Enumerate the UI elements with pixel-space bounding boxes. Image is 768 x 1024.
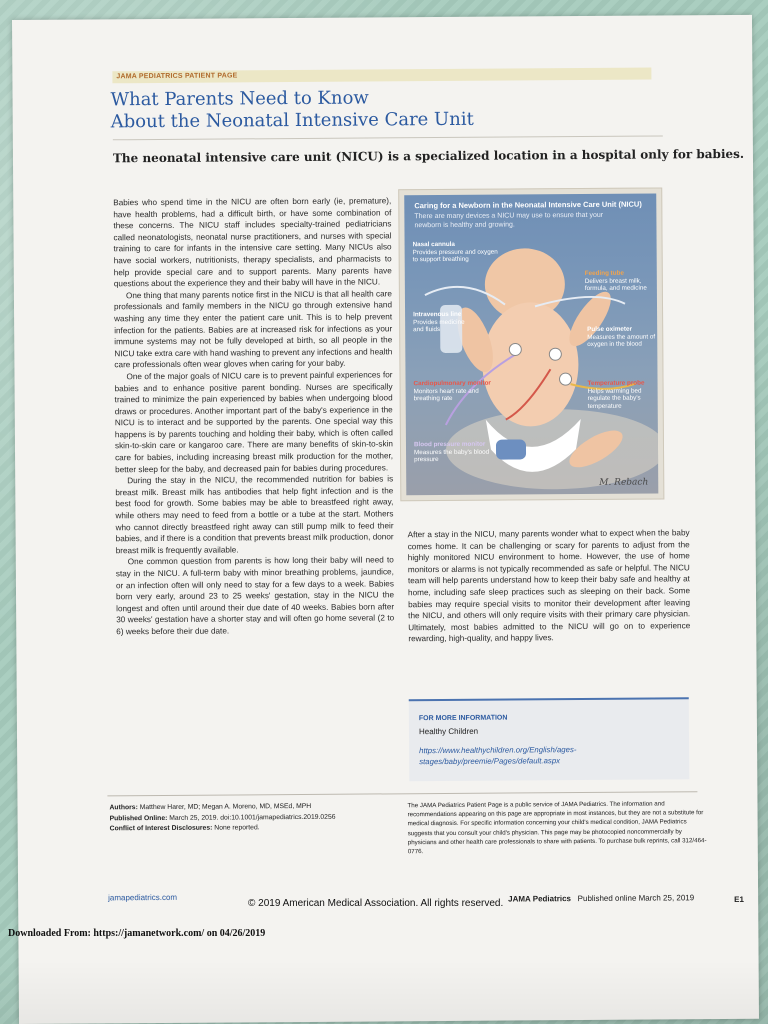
label-temperature-probe bbox=[588, 380, 656, 411]
label-cardiopulmonary-monitor bbox=[414, 380, 494, 403]
label-desc: Delivers breast milk, formula, and medicine bbox=[584, 277, 647, 293]
coi-label: Conflict of Interest Disclosures: bbox=[109, 824, 213, 833]
label-heading: Cardiopulmonary monitor bbox=[413, 379, 491, 388]
label-heading: Blood pressure monitor bbox=[413, 440, 486, 449]
authors-value: Matthew Harer, MD; Megan A. Moreno, MD, MSEd, MPH bbox=[139, 802, 312, 812]
label-nasal-cannula bbox=[413, 241, 503, 264]
label-heading: Feeding tube bbox=[584, 269, 624, 278]
title-divider bbox=[113, 135, 663, 140]
footer-divider bbox=[107, 791, 697, 796]
temperature-probe bbox=[559, 373, 571, 385]
more-info-link[interactable]: https://www.healthychildren.org/English/ages-stages/baby/preemie/Pages/default.aspx bbox=[419, 745, 577, 767]
paragraph: One thing that many parents notice first in the NICU is that all health care professionals and family members in the NICU go through extensive hand washing any time they enter the patient care unit. This is to help prevent infection for the patients. Babies are at increased risk for infections as your immune systems may not be fully developed at birth, so all people in the NICU take extra care with hand washing to prevent any infections and health care professionals often wear gloves when caring for your baby. bbox=[113, 289, 393, 370]
label-desc: Monitors heart rate and breathing rate bbox=[413, 387, 479, 403]
paragraph: One of the major goals of NICU care is to prevent painful experiences for babies and to enhance positive parent bonding. Nurses are specifically trained to minimize the pain experienced by babies when undergoing blood draws or procedures. Another important part of the baby's experience in the NICU is to interact and be supported by the parents. One special way this happens is by parents touching and holding their baby, which is often called skin-to-skin care or kangaroo care. There are many benefits of skin-to-skin care for babies, including increasing breast milk production for the mother, better sleep for the baby, and decreased pain for babies during procedures. bbox=[114, 370, 394, 474]
label-desc: Provides pressure and oxygen to support breathing bbox=[412, 248, 498, 264]
published-label: Published Online: bbox=[109, 814, 168, 822]
body-left-column bbox=[113, 195, 394, 637]
label-pulse-oximeter bbox=[587, 326, 655, 349]
journal-line bbox=[508, 893, 694, 903]
label-heading: Nasal cannula bbox=[412, 240, 455, 249]
figure-title: Caring for a Newborn in the Neonatal Intensive Care Unit (NICU) bbox=[414, 199, 642, 211]
coi-line bbox=[110, 823, 400, 836]
deck-text: The neonatal intensive care unit (NICU) is a specialized location in a hospital only for babies. bbox=[112, 146, 745, 166]
nicu-illustration bbox=[398, 187, 664, 501]
label-desc: Helps warming bed regulate the baby's temperature bbox=[587, 387, 642, 410]
artist-signature: M. Rebach bbox=[599, 477, 649, 488]
figure-subtitle: There are many devices a NICU may use to ensure that your newborn is healthy and growing. bbox=[414, 211, 604, 230]
download-stamp: Downloaded From: https://jamanetwork.com/ on 04/26/2019 bbox=[8, 928, 266, 939]
label-intravenous-line bbox=[413, 311, 473, 334]
electrode bbox=[509, 343, 521, 355]
electrode bbox=[549, 348, 561, 360]
journal-name: JAMA Pediatrics bbox=[508, 894, 572, 904]
baby-body bbox=[482, 302, 579, 427]
title-line-2: About the Neonatal Intensive Care Unit bbox=[110, 108, 474, 133]
section-label: JAMA PEDIATRICS PATIENT PAGE bbox=[112, 68, 651, 84]
coi-value: None reported. bbox=[214, 824, 260, 832]
page-shadow bbox=[0, 960, 768, 1024]
more-information-box bbox=[409, 697, 690, 781]
label-blood-pressure-monitor bbox=[414, 441, 494, 464]
label-heading: Pulse oximeter bbox=[587, 325, 633, 333]
label-feeding-tube bbox=[585, 270, 655, 293]
illustration-panel bbox=[404, 194, 658, 496]
label-desc: Measures the baby's blood pressure bbox=[414, 448, 490, 464]
document-page bbox=[12, 15, 759, 1024]
more-info-org: Healthy Children bbox=[418, 726, 479, 737]
paragraph: Babies who spend time in the NICU are often born early (ie, premature), have health problems, had a difficult birth, or have some combination of these concerns. The NICU staff includes specialty-trained pediatricians called neonatologists, neonatal nurse practitioners, and nurses with special training to care for infants in the intensive care setting. Many NICUs also have social workers, nutritionists, therapy specialists, and pharmacists to help provide special care and to support parents. Many parents have questions about the experience they and their baby will have in the NICU. bbox=[113, 196, 392, 289]
site-link[interactable]: jamapediatrics.com bbox=[108, 892, 178, 903]
title-line-1: What Parents Need to Know bbox=[110, 87, 369, 111]
footer-disclaimer: The JAMA Pediatrics Patient Page is a public service of JAMA Pediatrics. The information and recommendations appearing on this page are appropriate in most instances, but they are not a substitute for medical diagnosis. For specific information concerning your child's medical condition, JAMA Pediatrics suggests that you consult your child's physician. This page may be photocopied noncommercially by physicians and other health care professionals to share with patients. To purchase bulk reprints, call 312/464-0776. bbox=[407, 800, 707, 856]
paragraph: During the stay in the NICU, the recommended nutrition for babies is breast milk. Breast milk has antibodies that help fight infection and is the best food for growth. Some babies may be able to breastfeed right away, while others may need to feed from a bottle or a tube at the start. Mothers who cannot directly breastfeed right away can still pump milk to feed their babies, and if there is a condition that prevents breast milk production, donor breast milk is frequently available. bbox=[115, 474, 394, 556]
body-right-column: After a stay in the NICU, many parents wonder what to expect when the baby comes home. It can be challenging or scary for parents to adjust from the highly monitored NICU environment to home. However, the use of home monitors or alarms is not typically recommended as safe or helpful. The NICU team will help parents understand how to keep their baby safe and healthy at home, including safe sleep practices such as sleeping on their back. Some babies may require special visits to monitor their development after leaving the NICU, and others will only require visits with their primary care physician. Ultimately, most babies admitted to the NICU will go on to experience rewarding, high-quality, and happy lives. bbox=[407, 528, 691, 644]
paragraph: One common question from parents is how long their baby will need to stay in the NICU. A full-term baby with minor breathing problems, jaundice, or an infection often will only need to stay for a few days to a week. Babies born very early, around 23 to 25 weeks' gestation, stay in the NICU the longest and often until around their due date of 40 weeks. Babies born after 30 weeks' gestation have a shorter stay and will often go home several (2 to 6) weeks before their due date. bbox=[115, 555, 395, 637]
blood-pressure-cuff bbox=[496, 439, 526, 459]
copyright-notice: © 2019 American Medical Association. All rights reserved. bbox=[248, 898, 504, 909]
journal-published: Published online March 25, 2019 bbox=[577, 893, 695, 904]
authors-label: Authors: bbox=[109, 804, 138, 812]
page-title bbox=[110, 85, 670, 133]
more-info-heading: FOR MORE INFORMATION bbox=[418, 714, 508, 723]
footer-credits bbox=[109, 801, 399, 835]
label-desc: Provides medicine and fluids bbox=[413, 318, 465, 334]
label-heading: Temperature probe bbox=[587, 379, 645, 387]
label-heading: Intravenous line bbox=[413, 310, 462, 319]
page-number: E1 bbox=[734, 894, 744, 904]
label-desc: Measures the amount of oxygen in the blood bbox=[587, 333, 656, 349]
published-value: March 25, 2019. doi:10.1001/jamapediatrics.2019.0256 bbox=[169, 813, 336, 822]
